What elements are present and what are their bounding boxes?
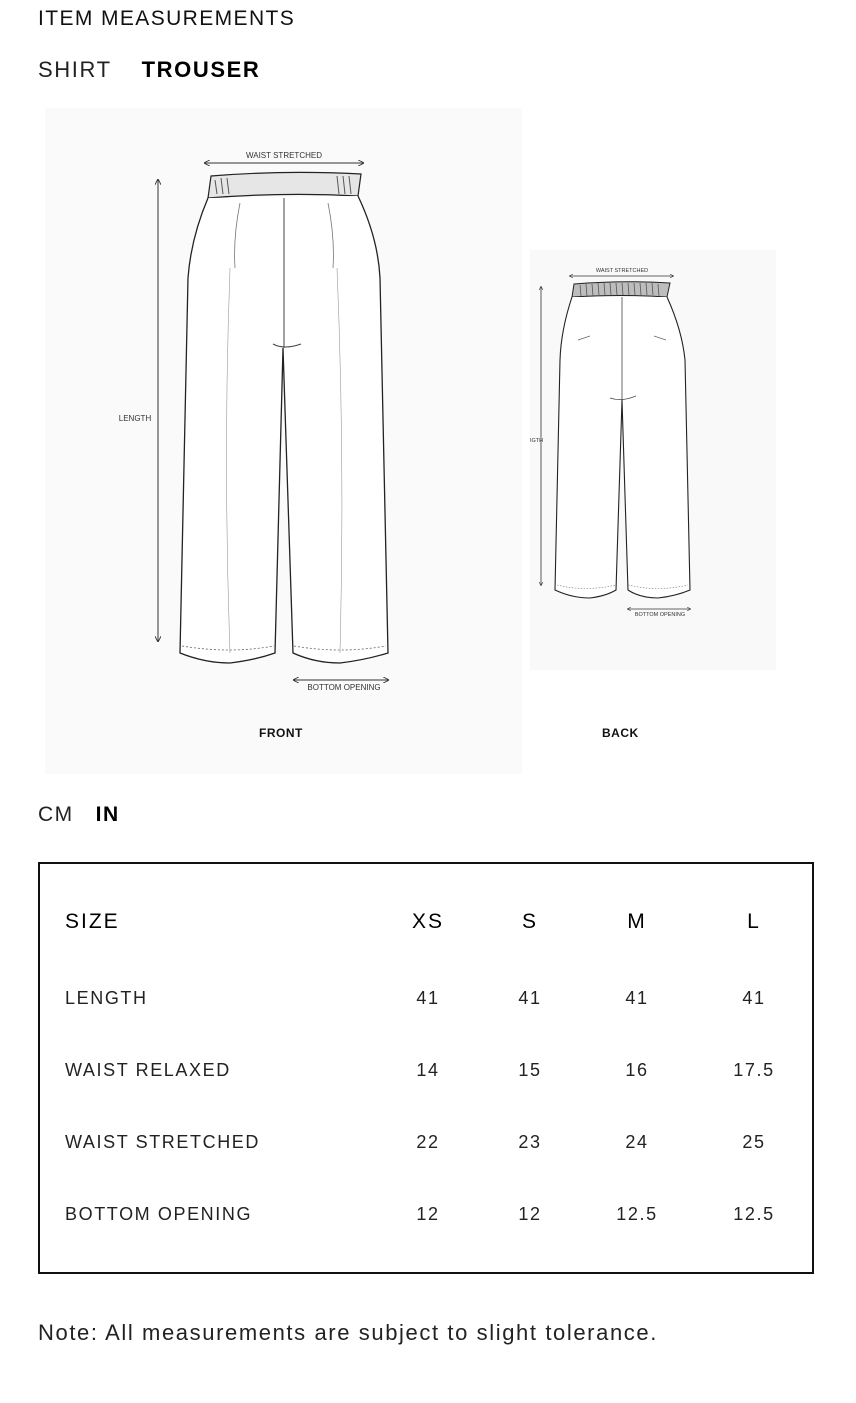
tab-shirt[interactable]: SHIRT <box>38 57 112 82</box>
cell-value: 41 <box>518 988 542 1008</box>
back-length-label: IGTH <box>530 438 544 444</box>
table-row <box>40 1132 812 1172</box>
front-diagram <box>45 108 522 774</box>
cell-value: 12 <box>416 1204 440 1224</box>
back-diagram <box>530 250 776 670</box>
front-waist-stretched-label: WAIST STRETCHED <box>245 151 323 160</box>
front-trouser-drawing <box>45 108 522 774</box>
header-s: S <box>521 910 538 933</box>
back-trouser-drawing <box>530 250 776 670</box>
cell-value: 41 <box>742 988 766 1008</box>
cell-value: 15 <box>518 1060 542 1080</box>
row-label: LENGTH <box>65 988 148 1008</box>
cell-value: 16 <box>625 1060 649 1080</box>
cell-value: 22 <box>416 1132 440 1152</box>
tab-cm[interactable]: CM <box>38 803 74 826</box>
table-header-row <box>40 910 812 950</box>
front-length-label: LENGTH <box>118 414 152 423</box>
front-bottom-opening-label: BOTTOM OPENING <box>307 683 381 692</box>
tolerance-note: Note: All measurements are subject to slight tolerance. <box>38 1320 658 1345</box>
tab-in[interactable]: IN <box>95 803 120 826</box>
unit-tabs <box>38 803 120 827</box>
tab-trouser[interactable]: TROUSER <box>141 57 261 82</box>
back-bottom-opening-label: BOTTOM OPENING <box>634 612 686 618</box>
cell-value: 41 <box>416 988 440 1008</box>
row-label: WAIST STRETCHED <box>65 1132 261 1152</box>
garment-tabs <box>38 57 260 83</box>
cell-value: 12 <box>518 1204 542 1224</box>
back-view-label: BACK <box>602 726 639 740</box>
cell-value: 14 <box>416 1060 440 1080</box>
cell-value: 41 <box>625 988 649 1008</box>
row-label: BOTTOM OPENING <box>65 1204 253 1224</box>
cell-value: 24 <box>625 1132 649 1152</box>
header-m: M <box>627 910 647 933</box>
header-l: L <box>747 910 761 933</box>
page-title: ITEM MEASUREMENTS <box>38 7 296 30</box>
back-trouser-outline <box>555 297 690 598</box>
table-row <box>40 1204 812 1244</box>
front-view-label: FRONT <box>259 726 303 740</box>
row-label: WAIST RELAXED <box>65 1060 231 1080</box>
header-size: SIZE <box>65 910 120 933</box>
table-row <box>40 1060 812 1100</box>
table-row <box>40 988 812 1028</box>
cell-value: 23 <box>518 1132 542 1152</box>
cell-value: 25 <box>742 1132 766 1152</box>
size-table <box>38 862 814 1274</box>
cell-value: 12.5 <box>616 1204 658 1224</box>
header-xs: XS <box>411 910 444 933</box>
cell-value: 12.5 <box>733 1204 775 1224</box>
back-waist-stretched-label: WAIST STRETCHED <box>595 268 649 274</box>
cell-value: 17.5 <box>733 1060 775 1080</box>
